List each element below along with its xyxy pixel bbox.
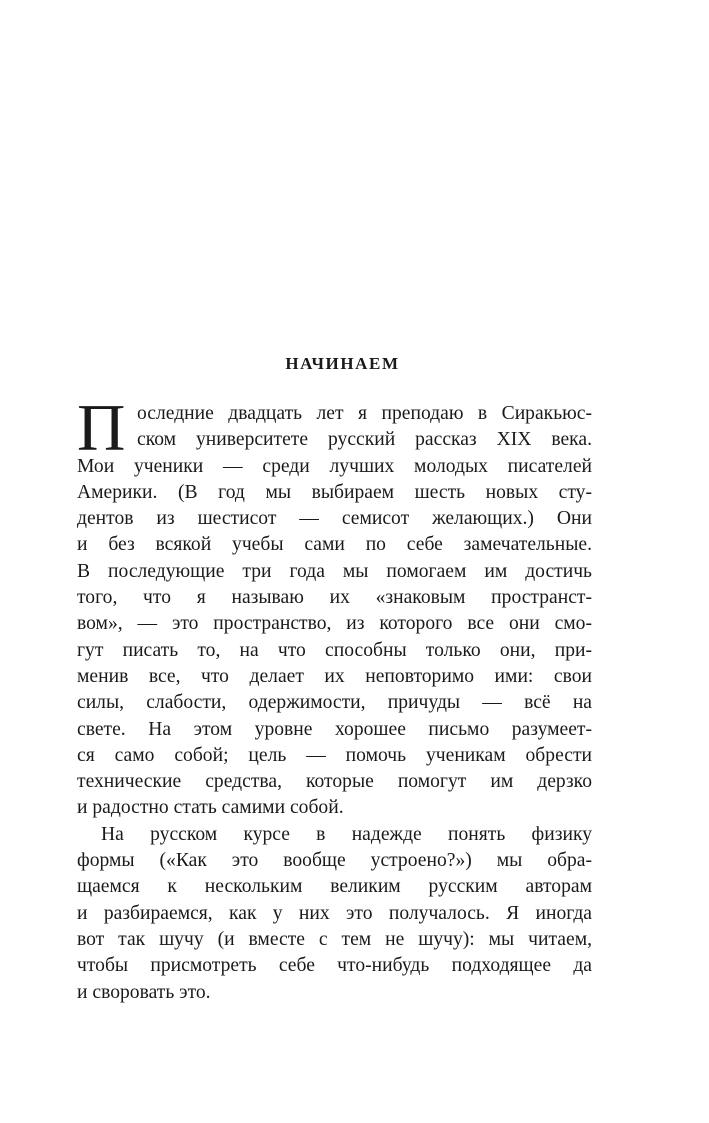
text-line: и разбираемся, как у них это получалось. Я иногда — [77, 902, 592, 924]
text-line: и радостно стать самими собой. — [77, 797, 344, 819]
text-line: оследние двадцать лет я преподаю в Сиракьюс- — [137, 403, 592, 424]
text-line: гут писать то, на что способны только они, при- — [77, 639, 592, 661]
body-text — [77, 391, 592, 1006]
text-line: Мои ученики — среди лучших молодых писателей — [77, 455, 592, 477]
text-line: Америки. (В год мы выбираем шесть новых сту- — [77, 481, 592, 503]
text-line: менив все, что делает их неповторимо ими: свои — [77, 665, 592, 687]
text-line: технические средства, которые помогут им дерзко — [77, 771, 592, 793]
text-line: дентов из шестисот — семисот желающих.) Они — [77, 508, 592, 530]
drop-cap-letter — [77, 391, 131, 465]
text-line: и без всякой учебы сами по себе замечательные. — [77, 534, 592, 556]
chapter-title-text: НАЧИНАЕМ — [285, 354, 400, 373]
text-line: формы («Как это вообще устроено?») мы обра- — [77, 850, 592, 872]
text-line: того, что я называю их «знаковым пространст- — [77, 587, 592, 609]
text-line: и своровать это. — [77, 981, 211, 1003]
text-line: чтобы присмотреть себе что-нибудь подходящее да — [77, 955, 592, 977]
text-line: В последующие три года мы помогаем им достичь — [77, 560, 592, 582]
text-line: свете. На этом уровне хорошее письмо разумеет- — [77, 718, 592, 740]
text-line: вом», — это пространство, из которого все они смо- — [77, 613, 592, 635]
paragraph-2 — [77, 822, 592, 1006]
text-line: вот так шучу (и вместе с тем не шучу): мы читаем, — [77, 928, 592, 950]
text-line: ся само собой; цель — помочь ученикам обрести — [77, 744, 592, 766]
text-line: силы, слабости, одержимости, причуды — всё на — [77, 692, 592, 714]
text-line: щаемся к нескольким великим русским авторам — [77, 876, 592, 898]
text-line: На русском курсе в надежде понять физику — [101, 823, 592, 845]
drop-cap-glyph: П — [77, 391, 126, 465]
paragraph-1 — [77, 401, 592, 822]
chapter-title — [0, 354, 709, 374]
text-line: ском университете русский рассказ XIX века. — [137, 429, 592, 451]
